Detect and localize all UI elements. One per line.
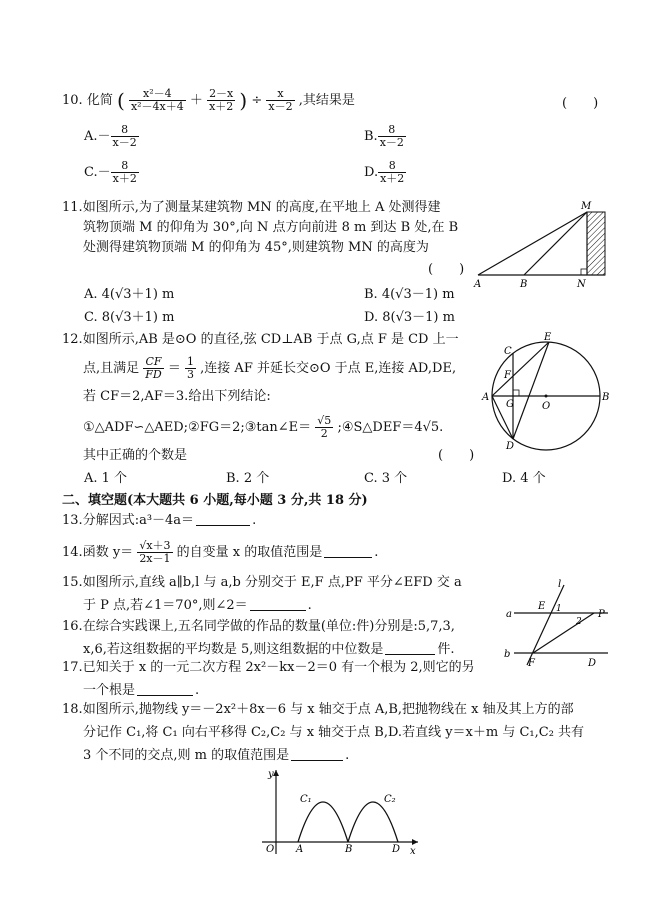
building-hatch (587, 212, 605, 275)
q11-option-c: C. 8(√3＋1) m (84, 310, 175, 325)
label-x: x (410, 846, 416, 856)
label-n: N (577, 279, 586, 290)
q10-frac-1: $\frac{\text{x²－4}}{\text{x²－4x＋4}}$ (130, 87, 184, 113)
question-17: 17.已知关于 x 的一元二次方程 2x²－kx－2＝0 有一个根为 2,则它的另 一个根是 . (62, 660, 475, 698)
label-a: A (474, 279, 482, 290)
label-a: A (296, 844, 304, 855)
label-b: B (345, 844, 353, 855)
label-f: F (528, 658, 535, 669)
label-f: F (504, 370, 511, 381)
q18-blank[interactable] (291, 746, 343, 761)
q12-option-c: C. 3 个 (364, 471, 408, 486)
q10-option-b: B. $\frac{8}{x-2}$ (364, 123, 404, 149)
q15-blank[interactable] (250, 596, 306, 611)
q10-divide: ÷ (251, 93, 263, 108)
label-b: B (520, 279, 528, 290)
label-a: A (482, 392, 490, 403)
question-15: 15.如图所示,直线 a∥b,l 与 a,b 分别交于 E,F 点,PF 平分∠EFD 交 a 于 P 点,若∠1＝70°,则∠2＝ . (62, 575, 462, 613)
x-axis-arrow (412, 839, 418, 845)
label-l: l (558, 579, 562, 590)
label-e: E (544, 332, 552, 343)
q16-blank[interactable] (385, 640, 435, 655)
section-2-heading: 二、填空题(本大题共 6 小题,每小题 3 分,共 18 分) (62, 493, 368, 508)
q12-figure (478, 330, 618, 458)
label-m: M (581, 201, 592, 212)
q12-option-b: B. 2 个 (226, 471, 270, 486)
q11-answer-paren: ( ) (428, 262, 465, 277)
question-12: 12.如图所示,AB 是⊙O 的直径,弦 CD⊥AB 于点 G,点 F 是 CD 上一 点,且满足 $\frac{CF}{FD}$ ＝ $\frac{1}{3}$ ,连接 AF 并延长交⊙O 于点 E,连接 AD,DE, 若 CF＝2,AF＝3.给出下列结论: ①△ADF∽△AED;②FG＝2;③tan∠E＝ $\frac{√5}{2}$ ;④S△DEF＝4√5. 其中正确的个数是 (62, 330, 482, 466)
q10-lead: 化简 (86, 93, 113, 108)
label-b: B (602, 392, 610, 403)
q11-figure (470, 198, 610, 290)
q14-blank[interactable] (324, 543, 372, 558)
right-angle-mark (581, 269, 587, 275)
question-14: 14.函数 y＝ $\frac{√x+3}{2x-1}$ 的自变量 x 的取值范围是 . (62, 539, 379, 565)
line-de (513, 342, 549, 439)
curve-c2 (348, 802, 398, 842)
label-angle-1: 1 (556, 604, 562, 614)
label-y: y (268, 769, 274, 780)
label-c: C (504, 346, 512, 357)
label-b: b (504, 649, 511, 660)
right-angle-g (513, 390, 519, 396)
q12-line-4: ①△ADF∽△AED;②FG＝2;③tan∠E＝ $\frac{√5}{2}$ ;④S△DEF＝4√5. (83, 414, 444, 440)
q12-line-1: 如图所示,AB 是⊙O 的直径,弦 CD⊥AB 于点 G,点 F 是 CD 上一 (82, 332, 459, 347)
label-c1: C₁ (300, 794, 312, 805)
label-a: a (506, 609, 512, 620)
q12-option-d: D. 4 个 (502, 471, 546, 486)
q18-figure (258, 764, 428, 856)
question-10: 10. 化简 ( $\frac{\text{x²－4}}{\text{x²－4x＋4}}$ ＋ $\frac{2-x}{x+2}$ ) ÷ $\frac{x}{x-2}$ ,其结果是 (62, 87, 355, 113)
label-o: O (542, 401, 551, 412)
q11-option-d: D. 8(√3－1) m (364, 310, 455, 325)
question-13: 13.分解因式:a³－4a＝ . (62, 513, 257, 528)
q10-option-c: C.－ $\frac{8}{x+2}$ (84, 159, 137, 185)
sightline-a (478, 212, 587, 275)
center-dot (545, 395, 548, 398)
q17-blank[interactable] (137, 681, 193, 696)
q11-line-1: 如图所示,为了测量某建筑物 MN 的高度,在平地上 A 处测得建 (82, 200, 441, 215)
q10-tail: ,其结果是 (298, 93, 355, 108)
label-g: G (506, 399, 514, 410)
q11-line-2: 筑物顶端 M 的仰角为 30°,向 N 点方向前进 8 m 到达 B 处,在 B (83, 220, 459, 235)
q13-blank[interactable] (196, 511, 250, 526)
label-o: O (266, 844, 275, 855)
q15-figure (500, 577, 618, 669)
q11-option-b: B. 4(√3－1) m (364, 287, 455, 302)
label-d: D (588, 658, 597, 669)
q12-option-a: A. 1 个 (84, 471, 128, 486)
q10-frac-3: $\frac{x}{x-2}$ (268, 87, 293, 113)
q12-line-5: 其中正确的个数是 (83, 448, 188, 463)
line-ae (492, 342, 549, 396)
q11-option-a: A. 4(√3＋1) m (84, 287, 175, 302)
question-16: 16.在综合实践课上,五名同学做的作品的数量(单位:件)分别是:5,7,3, x,6,若这组数据的平均数是 5,则这组数据的中位数是 件. (62, 619, 455, 657)
question-18: 18.如图所示,抛物线 y＝－2x²＋8x－6 与 x 轴交于点 A,B,把抛物线在 x 轴及其上方的部 分记作 C₁,将 C₁ 向右平移得 C₂,C₂ 与 x 轴交于点 B,D.若直线 y＝x＋m 与 C₁,C₂ 共有 3 个不同的交点,则 m 的取值范围是 . (62, 702, 585, 763)
q10-frac-2: $\frac{2-x}{x+2}$ (209, 87, 234, 113)
curve-c1 (298, 802, 348, 842)
q12-answer-paren: ( ) (438, 448, 475, 463)
q10-option-a: A.－ $\frac{8}{x-2}$ (84, 123, 137, 149)
label-c2: C₂ (384, 794, 396, 805)
q12-line-3: 若 CF＝2,AF＝3.给出下列结论: (83, 389, 271, 404)
label-d: D (506, 441, 515, 452)
label-d: D (392, 844, 401, 855)
q11-line-3: 处测得建筑物顶端 M 的仰角为 45°,则建筑物 MN 的高度为 (83, 240, 429, 255)
q10-number: 10. (62, 93, 83, 108)
question-11: 11.如图所示,为了测量某建筑物 MN 的高度,在平地上 A 处测得建 筑物顶端 M 的仰角为 30°,向 N 点方向前进 8 m 到达 B 处,在 B 处测得建筑物顶端 M 的仰角为 45°,则建筑物 MN 的高度为 (62, 198, 482, 258)
label-angle-2: 2 (576, 617, 582, 627)
label-p: P (598, 609, 605, 620)
q10-answer-paren: ( ) (562, 96, 599, 111)
q10-option-d: D. $\frac{8}{x+2}$ (364, 159, 405, 185)
y-axis-arrow (273, 770, 279, 776)
label-e: E (538, 601, 546, 612)
